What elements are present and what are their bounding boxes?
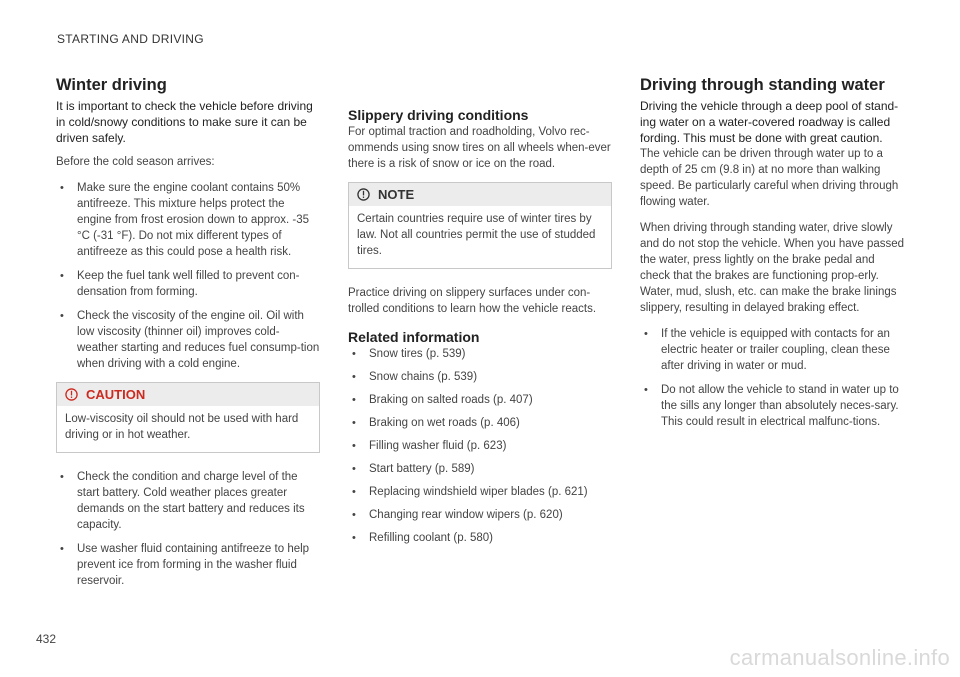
intro-text: Before the cold season arrives: bbox=[56, 156, 215, 168]
note-box bbox=[348, 182, 612, 269]
bullet-icon: • bbox=[352, 440, 356, 452]
list-item-text: If the vehicle is equipped with contacts for an electric heater or trailer coupling, clean these after driving in water or mud. bbox=[661, 328, 890, 372]
list-item-text: Check the viscosity of the engine oil. Oil with low viscosity (thinner oil) improves cold-weather starting and reduces fuel consump-tion when driving with a cold engine. bbox=[77, 310, 320, 370]
bullet-icon: • bbox=[60, 471, 64, 483]
section-title-winter-driving: Winter driving bbox=[56, 76, 167, 94]
caution-box bbox=[56, 382, 320, 453]
paragraph: When driving through standing water, drive slowly and do not stop the vehicle. When you have passed the water, press lightly on the brake pedal and check that the brakes are functioning prop-erly. Water, mud, slush, etc. can make the brake linings slippery, resulting in delayed braking effect. bbox=[640, 222, 905, 314]
bullet-icon: • bbox=[352, 509, 356, 521]
related-link-text[interactable]: Snow tires (p. 539) bbox=[369, 348, 466, 360]
bullet-icon: • bbox=[352, 394, 356, 406]
bullet-icon: • bbox=[644, 384, 648, 396]
info-icon bbox=[357, 188, 370, 201]
list-item bbox=[56, 469, 320, 533]
related-link[interactable] bbox=[348, 484, 612, 500]
list-item-text: Use washer fluid containing antifreeze to help prevent ice from forming in the washer fluid reservoir. bbox=[77, 543, 310, 587]
related-link[interactable] bbox=[348, 530, 612, 546]
page-number: 432 bbox=[36, 632, 57, 646]
bullet-icon: • bbox=[352, 417, 356, 429]
list-item bbox=[56, 180, 320, 260]
related-link[interactable] bbox=[348, 461, 612, 477]
paragraph: Practice driving on slippery surfaces under con-trolled conditions to learn how the vehicle reacts. bbox=[348, 287, 597, 315]
bullet-icon: • bbox=[352, 532, 356, 544]
note-text: Certain countries require use of winter tires by law. Not all countries permit the use of studded tires. bbox=[357, 213, 596, 257]
bullet-icon: • bbox=[60, 270, 64, 282]
bullet-icon: • bbox=[352, 463, 356, 475]
related-link[interactable] bbox=[348, 369, 612, 385]
bullet-icon: • bbox=[60, 182, 64, 194]
caution-text: Low-viscosity oil should not be used with hard driving or in hot weather. bbox=[65, 413, 299, 441]
column-slippery-conditions bbox=[348, 107, 612, 554]
column-winter-driving bbox=[56, 76, 320, 597]
caution-icon bbox=[65, 388, 78, 401]
related-link-text[interactable]: Braking on salted roads (p. 407) bbox=[369, 394, 533, 406]
bullet-list bbox=[56, 180, 320, 372]
paragraph: For optimal traction and roadholding, Volvo rec-ommends using snow tires on all wheels when-ever there is a risk of snow or ice on the road. bbox=[348, 126, 611, 170]
caution-header bbox=[57, 383, 319, 406]
related-information-title: Related information bbox=[348, 329, 480, 345]
bullet-icon: • bbox=[352, 486, 356, 498]
list-item-text: Do not allow the vehicle to stand in water up to the sills any longer than absolutely neces-sary. This could result in electrical malfunc-tions. bbox=[661, 384, 899, 428]
related-link-text[interactable]: Filling washer fluid (p. 623) bbox=[369, 440, 507, 452]
related-link-text[interactable]: Replacing windshield wiper blades (p. 621) bbox=[369, 486, 588, 498]
list-item bbox=[640, 382, 906, 430]
lead-paragraph: Driving the vehicle through a deep pool of stand-ing water on a water-covered roadway is called fording. This must be done with great caution. bbox=[640, 99, 899, 145]
bullet-icon: • bbox=[352, 348, 356, 360]
note-header bbox=[349, 183, 611, 206]
note-label: NOTE bbox=[378, 187, 415, 202]
list-item bbox=[56, 268, 320, 300]
list-item bbox=[56, 308, 320, 372]
bullet-icon: • bbox=[60, 543, 64, 555]
related-links-list bbox=[348, 346, 612, 546]
related-link[interactable] bbox=[348, 392, 612, 408]
bullet-list bbox=[640, 326, 906, 430]
list-item-text: Check the condition and charge level of the start battery. Cold weather places greater demands on the start battery and reduces its capacity. bbox=[77, 471, 305, 531]
lead-paragraph: It is important to check the vehicle before driving in cold/snowy conditions to make sure it can be driven safely. bbox=[56, 99, 313, 145]
bullet-icon: • bbox=[644, 328, 648, 340]
list-item bbox=[56, 541, 320, 589]
list-item-text: Keep the fuel tank well filled to prevent con-densation from forming. bbox=[77, 270, 300, 298]
related-link[interactable] bbox=[348, 438, 612, 454]
bullet-icon: • bbox=[60, 310, 64, 322]
caution-label: CAUTION bbox=[86, 387, 146, 402]
running-header: STARTING AND DRIVING bbox=[57, 32, 204, 46]
bullet-icon: • bbox=[352, 371, 356, 383]
paragraph: The vehicle can be driven through water up to a depth of 25 cm (9.8 in) at no more than walking speed. Be particularly careful when driving through flowing water. bbox=[640, 148, 899, 208]
list-item bbox=[640, 326, 906, 374]
column-standing-water bbox=[640, 76, 906, 438]
related-link[interactable] bbox=[348, 507, 612, 523]
watermark: carmanualsonline.info bbox=[729, 645, 950, 670]
related-link[interactable] bbox=[348, 346, 612, 362]
section-title-slippery: Slippery driving conditions bbox=[348, 107, 529, 123]
related-link-text[interactable]: Changing rear window wipers (p. 620) bbox=[369, 509, 563, 521]
related-link-text[interactable]: Start battery (p. 589) bbox=[369, 463, 475, 475]
related-link-text[interactable]: Snow chains (p. 539) bbox=[369, 371, 478, 383]
section-title-standing-water: Driving through standing water bbox=[640, 76, 885, 94]
related-link[interactable] bbox=[348, 415, 612, 431]
related-link-text[interactable]: Refilling coolant (p. 580) bbox=[369, 532, 494, 544]
related-link-text[interactable]: Braking on wet roads (p. 406) bbox=[369, 417, 520, 429]
list-item-text: Make sure the engine coolant contains 50% antifreeze. This mixture helps protect the engine from frost erosion down to approx. -35 °C (-31 °F). Do not mix different types of antifreeze as this could pose a health risk. bbox=[77, 182, 310, 258]
bullet-list bbox=[56, 469, 320, 589]
